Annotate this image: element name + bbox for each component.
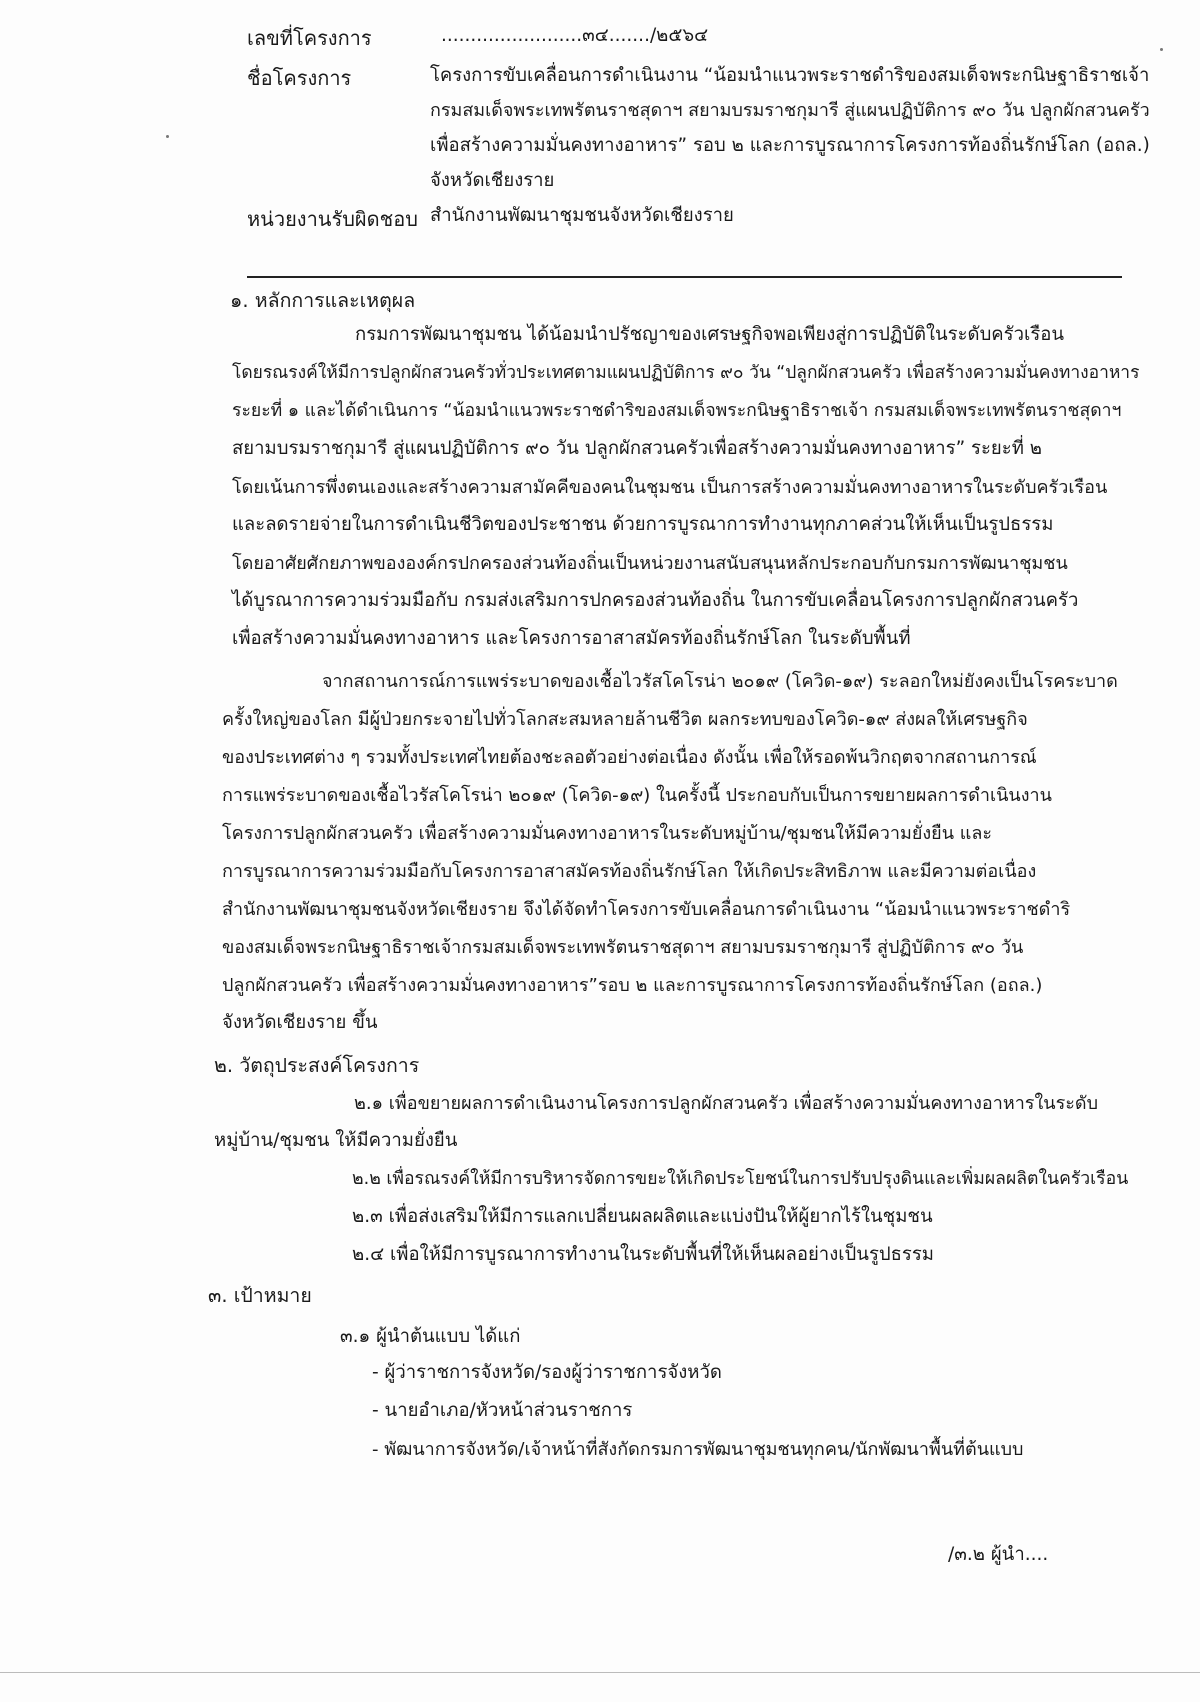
scan-bottom-edge bbox=[0, 1672, 1200, 1673]
para1-line: ระยะที่ ๑ และได้ดำเนินการ “น้อมนำแนวพระราชดำริของสมเด็จพระกนิษฐาธิราชเจ้า กรมสมเด็จพระเทพรัตนราชสุดาฯ bbox=[232, 401, 1122, 421]
header-divider bbox=[247, 276, 1122, 278]
para2-line: ปลูกผักสวนครัว เพื่อสร้างความมั่นคงทางอาหาร”รอบ ๒ และการบูรณาการโครงการท้องถิ่นรักษ์โลก (อถล.) bbox=[222, 975, 1043, 996]
para2-line: จังหวัดเชียงราย ขึ้น bbox=[222, 1012, 378, 1033]
para1-line: เพื่อสร้างความมั่นคงทางอาหาร และโครงการอาสาสมัครท้องถิ่นรักษ์โลก ในระดับพื้นที่ bbox=[232, 628, 911, 649]
para1-line: โดยอาศัยศักยภาพขององค์กรปกครองส่วนท้องถิ่นเป็นหน่วยงานสนับสนุนหลักประกอบกับกรมการพัฒนาชุมชน bbox=[232, 553, 1068, 574]
scan-speck bbox=[1160, 48, 1163, 51]
target-bullet: - ผู้ว่าราชการจังหวัด/รองผู้ว่าราชการจังหวัด bbox=[372, 1362, 722, 1383]
target-bullet: - นายอำเภอ/หัวหน้าส่วนราชการ bbox=[372, 1400, 633, 1421]
para2-line: จากสถานการณ์การแพร่ระบาดของเชื้อไวรัสโคโรน่า ๒๐๑๙ (โควิด-๑๙) ระลอกใหม่ยังคงเป็นโรคระบาด bbox=[322, 671, 1118, 692]
section-1-heading: ๑. หลักการและเหตุผล bbox=[230, 289, 416, 312]
continuation-marker: /๓.๒ ผู้นำ.... bbox=[948, 1544, 1049, 1565]
para1-line: กรมการพัฒนาชุมชน ได้น้อมนำปรัชญาของเศรษฐกิจพอเพียงสู่การปฏิบัติในระดับครัวเรือน bbox=[355, 324, 1065, 345]
section-3-heading: ๓. เป้าหมาย bbox=[208, 1284, 312, 1307]
objective-item: ๒.๑ เพื่อขยายผลการดำเนินงานโครงการปลูกผักสวนครัว เพื่อสร้างความมั่นคงทางอาหารในระดับ bbox=[354, 1093, 1099, 1114]
project-name-label: ชื่อโครงการ bbox=[247, 66, 352, 90]
para1-line: โดยเน้นการพึ่งตนเองและสร้างความสามัคคีของคนในชุมชน เป็นการสร้างความมั่นคงทางอาหารในระดับครัวเรือน bbox=[232, 477, 1108, 498]
objective-item-continued: หมู่บ้าน/ชุมชน ให้มีความยั่งยืน bbox=[214, 1130, 458, 1151]
scan-speck bbox=[166, 135, 169, 138]
para2-line: ของสมเด็จพระกนิษฐาธิราชเจ้ากรมสมเด็จพระเทพรัตนราชสุดาฯ สยามบรมราชกุมารี สู่ปฏิบัติการ ๙๐ วัน bbox=[222, 937, 1024, 958]
project-name-line: กรมสมเด็จพระเทพรัตนราชสุดาฯ สยามบรมราชกุมารี สู่แผนปฏิบัติการ ๙๐ วัน ปลูกผักสวนครัว bbox=[430, 100, 1150, 121]
responsible-unit-value: สำนักงานพัฒนาชุมชนจังหวัดเชียงราย bbox=[430, 205, 734, 226]
para2-line: สำนักงานพัฒนาชุมชนจังหวัดเชียงราย จึงได้จัดทำโครงการขับเคลื่อนการดำเนินงาน “น้อมนำแนวพระราชดำริ bbox=[222, 899, 1071, 920]
para2-line: โครงการปลูกผักสวนครัว เพื่อสร้างความมั่นคงทางอาหารในระดับหมู่บ้าน/ชุมชนให้มีความยั่งยืน และ bbox=[222, 823, 993, 844]
para1-line: ได้บูรณาการความร่วมมือกับ กรมส่งเสริมการปกครองส่วนท้องถิ่น ในการขับเคลื่อนโครงการปลูกผักสวนครัว bbox=[232, 590, 1079, 611]
para1-line: โดยรณรงค์ให้มีการปลูกผักสวนครัวทั่วประเทศตามแผนปฏิบัติการ ๙๐ วัน “ปลูกผักสวนครัว เพื่อสร้างความมั่นคงทางอาหาร bbox=[232, 363, 1140, 383]
objective-item: ๒.๒ เพื่อรณรงค์ให้มีการบริหารจัดการขยะให้เกิดประโยชน์ในการปรับปรุงดินและเพิ่มผลผลิตในครัวเรือน bbox=[352, 1169, 1129, 1189]
para2-line: การแพร่ระบาดของเชื้อไวรัสโคโรน่า ๒๐๑๙ (โควิด-๑๙) ในครั้งนี้ ประกอบกับเป็นการขยายผลการดำเนินงาน bbox=[222, 785, 1052, 806]
project-number-label: เลขที่โครงการ bbox=[247, 26, 372, 50]
para2-line: ครั้งใหญ่ของโลก มีผู้ป่วยกระจายไปทั่วโลกสะสมหลายล้านชีวิต ผลกระทบของโควิด-๑๙ ส่งผลให้เศรษฐกิจ bbox=[222, 709, 1028, 730]
objective-item: ๒.๔ เพื่อให้มีการบูรณาการทำงานในระดับพื้นที่ให้เห็นผลอย่างเป็นรูปธรรม bbox=[352, 1244, 934, 1265]
target-sub-heading: ๓.๑ ผู้นำต้นแบบ ได้แก่ bbox=[340, 1326, 521, 1347]
objective-item: ๒.๓ เพื่อส่งเสริมให้มีการแลกเปลี่ยนผลผลิตและแบ่งปันให้ผู้ยากไร้ในชุมชน bbox=[352, 1206, 933, 1227]
section-2-heading: ๒. วัตถุประสงค์โครงการ bbox=[214, 1054, 420, 1077]
project-name-line: เพื่อสร้างความมั่นคงทางอาหาร” รอบ ๒ และการบูรณาการโครงการท้องถิ่นรักษ์โลก (อถล.) bbox=[430, 135, 1150, 156]
para1-line: และลดรายจ่ายในการดำเนินชีวิตของประชาชน ด้วยการบูรณาการทำงานทุกภาคส่วนให้เห็นเป็นรูปธรรม bbox=[232, 514, 1054, 535]
target-bullet: - พัฒนาการจังหวัด/เจ้าหน้าที่สังกัดกรมการพัฒนาชุมชนทุกคน/นักพัฒนาพื้นที่ต้นแบบ bbox=[372, 1439, 1024, 1460]
para2-line: การบูรณาการความร่วมมือกับโครงการอาสาสมัครท้องถิ่นรักษ์โลก ให้เกิดประสิทธิภาพ และมีความต่อเนื่อง bbox=[222, 861, 1037, 882]
para1-line: สยามบรมราชกุมารี สู่แผนปฏิบัติการ ๙๐ วัน ปลูกผักสวนครัวเพื่อสร้างความมั่นคงทางอาหาร” ระยะที่ ๒ bbox=[232, 438, 1042, 459]
responsible-unit-label: หน่วยงานรับผิดชอบ bbox=[247, 207, 418, 231]
project-name-line: จังหวัดเชียงราย bbox=[430, 170, 555, 191]
para2-line: ของประเทศต่าง ๆ รวมทั้งประเทศไทยต้องชะลอตัวอย่างต่อเนื่อง ดังนั้น เพื่อให้รอดพ้นวิกฤตจากสถานการณ์ bbox=[222, 747, 1037, 768]
project-name-line: โครงการขับเคลื่อนการดำเนินงาน “น้อมนำแนวพระราชดำริของสมเด็จพระกนิษฐาธิราชเจ้า bbox=[430, 65, 1150, 86]
project-number-value: ........................๓๔......./๒๕๖๔ bbox=[441, 25, 709, 46]
